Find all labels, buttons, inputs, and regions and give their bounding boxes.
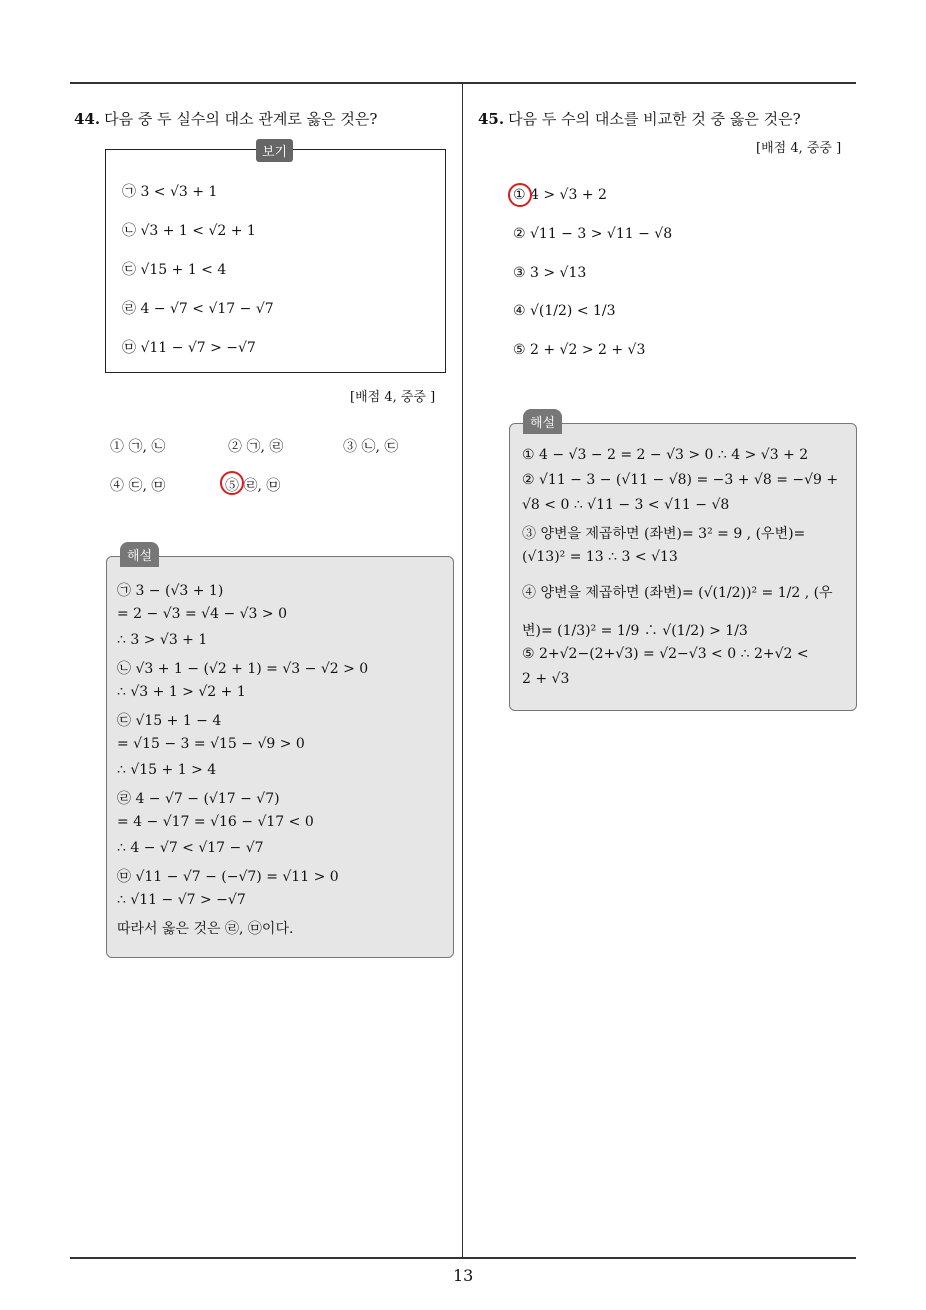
q44-solution-conclusion: 따라서 옳은 것은 ㉣, ㉤이다.	[117, 921, 294, 937]
q44-bogi-item: ㉣ 4 − √7 < √17 − √7	[122, 301, 274, 317]
column-divider	[462, 82, 463, 1258]
q44-choice-1[interactable]: ① ㉠, ㉡	[110, 439, 166, 455]
q44-bogi-label: 보기	[256, 139, 293, 162]
q44-solution-line: = 4 − √17 = √16 − √17 < 0	[117, 814, 314, 830]
q45-solution-line: ② √11 − 3 − (√11 − √8) = −3 + √8 = −√9 +	[522, 472, 839, 488]
q45-solution-line: (√13)² = 13 ∴ 3 < √13	[522, 549, 678, 565]
q44-bogi-item: ㉡ √3 + 1 < √2 + 1	[122, 223, 256, 239]
q44-solution-line: ∴ 4 − √7 < √17 − √7	[117, 840, 264, 856]
q44-solution-line: ∴ √15 + 1 > 4	[117, 762, 217, 778]
q44-choice-4[interactable]: ④ ㉢, ㉤	[110, 478, 166, 494]
q44-number: 44.	[74, 110, 101, 128]
q45-solution-line: ④ 양변을 제곱하면 (좌변)= (√(1/2))² = 1/2 , (우	[522, 585, 833, 601]
q45-solution-line: 변)= (1/3)² = 1/9 ∴ √(1/2) > 1/3	[522, 623, 748, 639]
q44-title	[74, 108, 377, 129]
q45-solution-box	[509, 423, 857, 711]
q45-solution-label: 해설	[523, 409, 562, 434]
q44-solution-line: ㉤ √11 − √7 − (−√7) = √11 > 0	[117, 869, 339, 885]
top-rule	[70, 82, 856, 84]
q45-score: [배점 4, 중중 ]	[756, 141, 842, 156]
q44-solution-line: ㉣ 4 − √7 − (√17 − √7)	[117, 791, 280, 807]
q45-solution-line: 2 + √3	[522, 671, 570, 687]
q44-bogi-item: ㉤ √11 − √7 > −√7	[122, 340, 256, 356]
q45-choice-4[interactable]: ④ √(1/2) < 1/3	[513, 303, 616, 319]
q45-solution-line: ③ 양변을 제곱하면 (좌변)= 3² = 9 , (우변)=	[522, 526, 806, 542]
q44-title-text: 다음 중 두 실수의 대소 관계로 옳은 것은?	[104, 110, 378, 128]
q44-choice-3[interactable]: ③ ㉡, ㉢	[343, 439, 399, 455]
page-number: 13	[453, 1266, 474, 1285]
q45-choice-2[interactable]: ② √11 − 3 > √11 − √8	[513, 226, 673, 242]
q44-bogi-item: ㉠ 3 < √3 + 1	[122, 184, 218, 200]
q45-title	[478, 108, 801, 129]
q45-choice-3[interactable]: ③ 3 > √13	[513, 265, 587, 281]
q44-solution-line: = 2 − √3 = √4 − √3 > 0	[117, 606, 288, 622]
q45-choice-5[interactable]: ⑤ 2 + √2 > 2 + √3	[513, 342, 646, 358]
q44-solution-line: ㉡ √3 + 1 − (√2 + 1) = √3 − √2 > 0	[117, 661, 369, 677]
bottom-rule	[70, 1257, 856, 1259]
q45-title-text: 다음 두 수의 대소를 비교한 것 중 옳은 것은?	[508, 110, 801, 128]
q45-choice-1[interactable]: ① 4 > √3 + 2	[513, 187, 607, 203]
q44-choice-5[interactable]: ⑤ ㉣, ㉤	[225, 478, 281, 494]
q44-score: [배점 4, 중중 ]	[350, 390, 436, 405]
q44-solution-line: ∴ √11 − √7 > −√7	[117, 892, 246, 908]
q44-solution-line: = √15 − 3 = √15 − √9 > 0	[117, 736, 305, 752]
q45-solution-line: ① 4 − √3 − 2 = 2 − √3 > 0 ∴ 4 > √3 + 2	[522, 447, 809, 463]
q44-solution-line: ∴ √3 + 1 > √2 + 1	[117, 684, 246, 700]
q44-solution-line: ㉢ √15 + 1 − 4	[117, 713, 222, 729]
q45-solution-line: √8 < 0 ∴ √11 − 3 < √11 − √8	[522, 497, 730, 513]
q44-solution-line: ㉠ 3 − (√3 + 1)	[117, 583, 224, 599]
q44-solution-line: ∴ 3 > √3 + 1	[117, 632, 208, 648]
q45-number: 45.	[478, 110, 505, 128]
q45-answer-mark	[508, 183, 532, 207]
q44-bogi-item: ㉢ √15 + 1 < 4	[122, 262, 227, 278]
q44-solution-label: 해설	[120, 542, 159, 567]
q44-choice-2[interactable]: ② ㉠, ㉣	[228, 439, 284, 455]
q44-answer-mark	[220, 471, 244, 495]
q45-solution-line: ⑤ 2+√2−(2+√3) = √2−√3 < 0 ∴ 2+√2 <	[522, 646, 809, 662]
